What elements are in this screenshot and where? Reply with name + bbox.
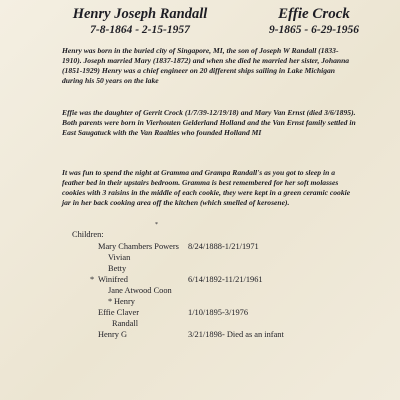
child-row (72, 296, 392, 307)
header (0, 6, 400, 42)
child-row (72, 241, 392, 252)
wife-name: Effie Crock (278, 6, 350, 22)
grandchild-name: Randall (112, 319, 139, 328)
child-name: Mary Chambers Powers (98, 242, 179, 251)
paragraph-effie: Effie was the daughter of Gerrit Crock (1/7/39-12/19/18) and Mary Van Ernst (died 3/6/1895). Both parents were born in Vierhouten Gelderland Holland and the Van Ernst family settled in East Saugatuck with the Van Raalties who founded Holland MI (62, 108, 356, 137)
grandchild-name: Vivian (108, 253, 131, 262)
child-row (72, 263, 392, 274)
children-title: Children: (72, 230, 104, 239)
husband-dates: 7-8-1864 - 2-15-1957 (90, 24, 190, 36)
child-name: Winifred (98, 275, 128, 284)
child-row (72, 329, 392, 340)
child-name: Henry G (98, 330, 128, 339)
husband-header (60, 6, 220, 37)
child-row (72, 252, 392, 263)
asterisk-mark: * (108, 297, 113, 306)
paragraph-henry: Henry was born in the buried city of Singapore, MI, the son of Joseph W Randall (1833-1910). Joseph married Mary (1837-1872) and when she died he married her sister, Johanna (1851-1929) Henry was a chief engineer on 20 different ships sailing in Lake Michigan during his 50 years on the lake (62, 46, 350, 85)
paragraph-memories: It was fun to spend the night at Gramma and Grampa Randall's as you got to sleep in a feather bed in their upstairs bedroom. Gramma is best remembered for her soft molasses cookies with 3 raisins in the middle of each cookie, they were kept in a green ceramic cookie jar in her back cooking area off the kitchen (which smelled of kerosene). (62, 168, 351, 207)
child-row (72, 285, 392, 296)
child-row (72, 274, 392, 285)
child-row (72, 318, 392, 329)
asterisk-mark: * (90, 275, 95, 284)
wife-dates: 9-1865 - 6-29-1956 (268, 24, 360, 36)
grandchild-name: Betty (108, 264, 127, 273)
child-dates: 8/24/1888-1/21/1971 (188, 242, 259, 251)
husband-name: Henry Joseph Randall (72, 6, 208, 22)
child-row (72, 307, 392, 318)
child-dates: 6/14/1892-11/21/1961 (188, 275, 263, 284)
wife-header (254, 6, 374, 37)
asterisk-mark: * (155, 222, 158, 228)
grandchild-name: Henry (114, 297, 135, 306)
spouse-name: Jane Atwood Coon (108, 286, 172, 295)
child-dates: 1/10/1895-3/1976 (188, 308, 249, 317)
child-dates: 3/21/1898- Died as an infant (188, 330, 284, 339)
child-name: Effie Claver (98, 308, 140, 317)
